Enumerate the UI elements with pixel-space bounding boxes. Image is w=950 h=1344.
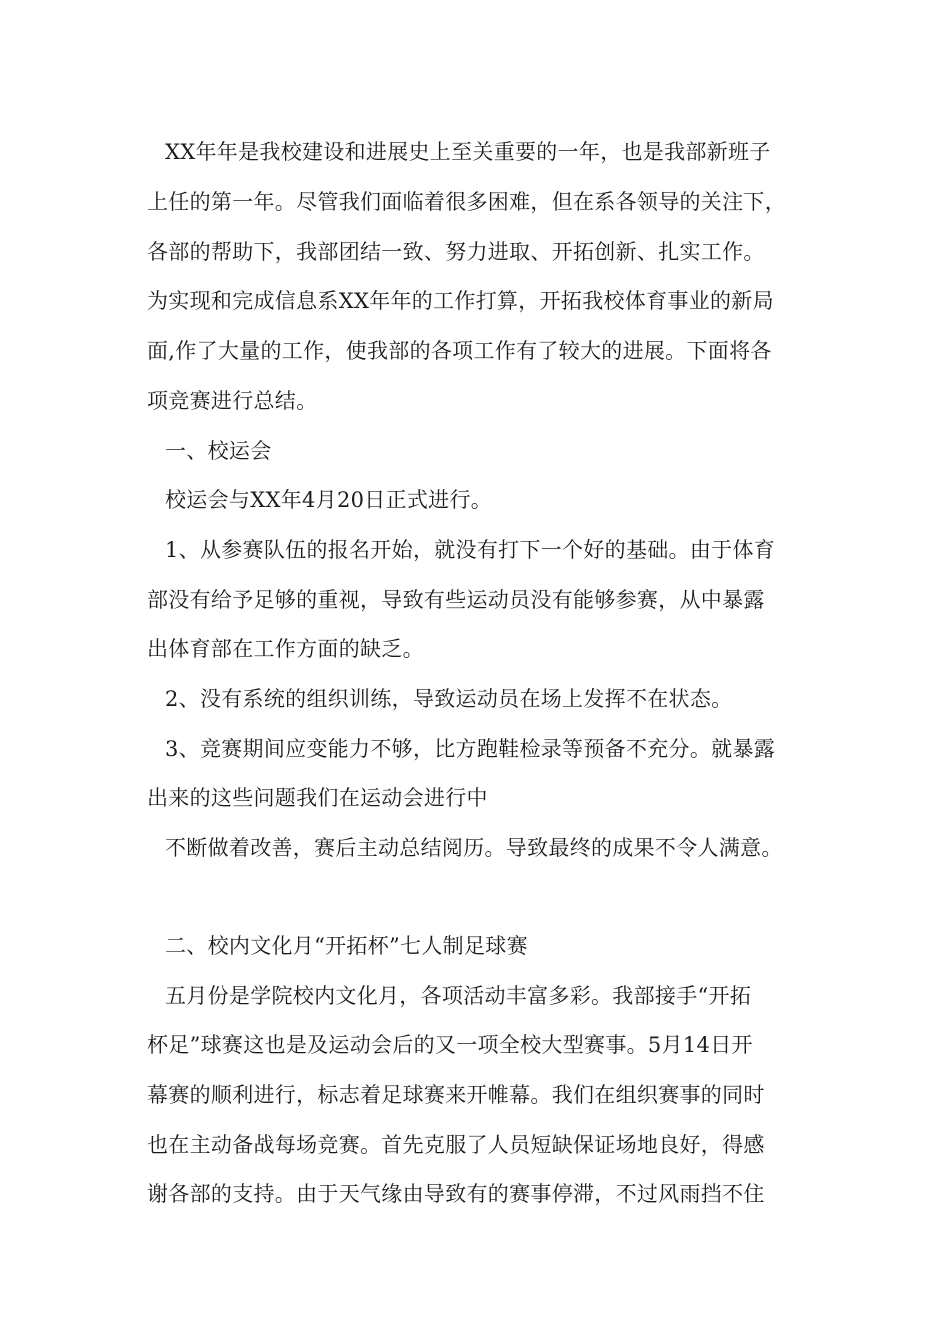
- football-paragraph-line-4: 也在主动备战每场竞赛。首先克服了人员短缺保证场地良好，得感: [147, 1133, 765, 1157]
- football-paragraph-line-3: 幕赛的顺利进行，标志着足球赛来开帷幕。我们在组织赛事的同时: [147, 1083, 765, 1107]
- paragraph-intro-line-4: 为实现和完成信息系XX年年的工作打算，开拓我校体育事业的新局: [147, 289, 774, 313]
- paragraph-intro-line-1: XX年年是我校建设和进展史上至关重要的一年，也是我部新班子: [165, 140, 771, 164]
- issue-3-line-3: 不断做着改善，赛后主动总结阅历。导致最终的成果不令人满意。: [165, 836, 783, 860]
- paragraph-intro-line-3: 各部的帮助下，我部团结一致、努力进取、开拓创新、扎实工作。: [147, 240, 765, 264]
- issue-1-line-1: 1、从参赛队伍的报名开始，就没有打下一个好的基础。由于体育: [165, 538, 776, 562]
- issue-3-line-1: 3、竞赛期间应变能力不够，比方跑鞋检录等预备不充分。就暴露: [165, 737, 776, 761]
- paragraph-intro-line-5: 面,作了大量的工作，使我部的各项工作有了较大的进展。下面将各: [147, 339, 772, 363]
- issue-1-line-2: 部没有给予足够的重视，导致有些运动员没有能够参赛，从中暴露: [147, 588, 765, 612]
- issue-3-line-2: 出来的这些问题我们在运动会进行中: [147, 786, 488, 810]
- football-paragraph-line-5: 谢各部的支持。由于天气缘由导致有的赛事停滞，不过风雨挡不住: [147, 1182, 765, 1206]
- sports-meet-date-line: 校运会与XX年4月20日正式进行。: [165, 488, 493, 512]
- issue-2-line: 2、没有系统的组织训练，导致运动员在场上发挥不在状态。: [165, 687, 733, 711]
- section-heading-football: 二、校内文化月“开拓杯”七人制足球赛: [165, 934, 528, 958]
- section-heading-sports-meet: 一、校运会: [165, 439, 272, 463]
- paragraph-intro-line-6: 项竞赛进行总结。: [147, 389, 318, 413]
- football-paragraph-line-1: 五月份是学院校内文化月，各项活动丰富多彩。我部接手“开拓: [165, 984, 752, 1008]
- issue-1-line-3: 出体育部在工作方面的缺乏。: [147, 637, 424, 661]
- football-paragraph-line-2: 杯足”球赛这也是及运动会后的又一项全校大型赛事。5月14日开: [147, 1033, 753, 1057]
- paragraph-intro-line-2: 上任的第一年。尽管我们面临着很多困难，但在系各领导的关注下，: [147, 190, 786, 214]
